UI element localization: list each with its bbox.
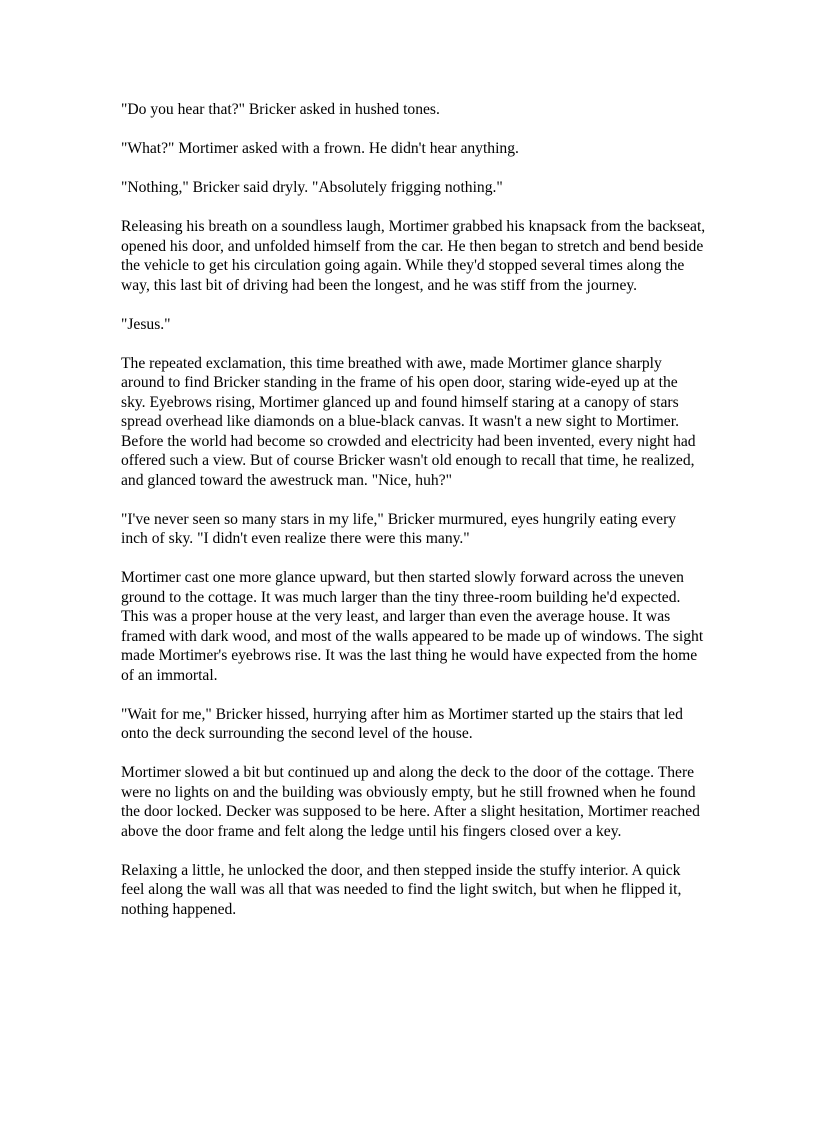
paragraph-6: The repeated exclamation, this time breathed with awe, made Mortimer glance sharply around to find Bricker standing in the frame of his open door, staring wide-eyed up at the sky. Eyebrows rising, Mortimer glanced up and found himself staring at a canopy of stars spread overhead like diamonds on a blue-black canvas. It wasn't a new sight to Mortimer. Before the world had become so crowded and electricity had been invented, every night had offered such a view. But of course Bricker wasn't old enough to recall that time, he realized, and glanced toward the awestruck man. "Nice, huh?"	[121, 354, 696, 489]
paragraph-3: "Nothing," Bricker said dryly. "Absolutely frigging nothing."	[121, 179, 503, 196]
paragraph-2: "What?" Mortimer asked with a frown. He didn't hear anything.	[121, 140, 519, 157]
paragraph-7: "I've never seen so many stars in my life," Bricker murmured, eyes hungrily eating every inch of sky. "I didn't even realize there were this many."	[121, 510, 677, 547]
paragraph-10: Mortimer slowed a bit but continued up and along the deck to the door of the cottage. There were no lights on and the building was obviously empty, but he still frowned when he found the door locked. Decker was supposed to be here. After a slight hesitation, Mortimer reached above the door frame and felt along the ledge until his fingers closed over a key.	[121, 764, 700, 840]
paragraph-4: Releasing his breath on a soundless laugh, Mortimer grabbed his knapsack from the backseat, opened his door, and unfolded himself from the car. He then began to stretch and bend beside the vehicle to get his circulation going again. While they'd stopped several times along the way, this last bit of driving had been the longest, and he was stiff from the journey.	[121, 218, 706, 294]
body-text	[121, 100, 706, 939]
paragraph-9: "Wait for me," Bricker hissed, hurrying after him as Mortimer started up the stairs that led onto the deck surrounding the second level of the house.	[121, 705, 683, 742]
paragraph-8: Mortimer cast one more glance upward, but then started slowly forward across the uneven ground to the cottage. It was much larger than the tiny three-room building he'd expected. This was a proper house at the very least, and larger than even the average house. It was framed with dark wood, and most of the walls appeared to be made up of windows. The sight made Mortimer's eyebrows rise. It was the last thing he would have expected from the home of an immortal.	[121, 569, 704, 684]
paragraph-5: "Jesus."	[121, 315, 171, 333]
paragraph-11: Relaxing a little, he unlocked the door, and then stepped inside the stuffy interior. A quick feel along the wall was all that was needed to find the light switch, but when he flipped it, nothing happened.	[121, 861, 682, 918]
paragraph-1: "Do you hear that?" Bricker asked in hushed tones.	[121, 101, 440, 118]
